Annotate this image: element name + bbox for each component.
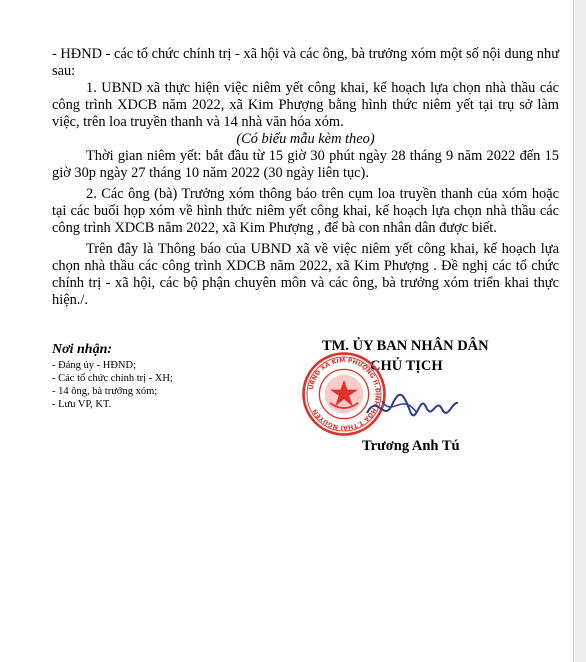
recipient-item: - Các tổ chức chính trị - XH;	[52, 373, 173, 384]
recipients-list	[52, 359, 292, 411]
paragraph-posting-time: Thời gian niêm yết: bắt đầu từ 15 giờ 30 phút ngày 28 tháng 9 năm 2022 đến 15 giờ 30p ngày 27 tháng 10 năm 2022 (30 ngày liên tục).	[52, 148, 559, 181]
recipient-item: - Đảng ủy - HĐND;	[52, 360, 136, 371]
recipients-block	[52, 341, 292, 411]
signer-title: CHỦ TỊCH	[370, 358, 443, 374]
svg-text:UBND XÃ KIM PHƯỢNG H.ĐỊNH HÓA: UBND XÃ KIM PHƯỢNG H.ĐỊNH HÓA T.THÁI NGUYÊN	[307, 357, 381, 431]
signature-block	[300, 338, 570, 468]
recipients-title: Nơi nhận:	[52, 342, 113, 357]
document-body	[52, 46, 559, 309]
paragraph-item-2: 2. Các ông (bà) Trưởng xóm thông báo trên cụm loa truyền thanh của xóm hoặc tại các buổi họp xóm về hình thức niêm yết công khai, kế hoạch lựa chọn nhà thầu các công trình XDCB năm 2022, xã Kim Phượng , để bà con nhân dân được biết.	[52, 186, 559, 236]
viewer-background	[575, 0, 586, 662]
paragraph-item-1: 1. UBND xã thực hiện việc niêm yết công khai, kế hoạch lựa chọn nhà thầu các công trình XDCB năm 2022, xã Kim Phượng bằng hình thức niêm yết tại trụ sở làm việc, trên loa truyền thanh và 14 nhà văn hóa xóm.	[52, 80, 559, 130]
handwritten-signature-icon	[362, 383, 462, 428]
signer-org: TM. ỦY BAN NHÂN DÂN	[322, 338, 489, 354]
attachment-note: (Có biểu mẫu kèm theo)	[236, 131, 375, 147]
paragraph-closing: Trên đây là Thông báo của UBND xã về việc niêm yết công khai, kế hoạch lựa chọn nhà thầu các công trình XDCB năm 2022, xã Kim Phượng . Đề nghị các tổ chức chính trị - xã hội, các bộ phận chuyên môn và các ông, bà trưởng xóm triển khai thực hiện./.	[52, 241, 559, 308]
signer-name: Trương Anh Tú	[362, 438, 460, 454]
recipient-item: - Lưu VP, KT.	[52, 399, 112, 410]
recipient-item: - 14 ông, bà trưởng xóm;	[52, 386, 158, 397]
paragraph-intro: - HĐND - các tổ chức chính trị - xã hội và các ông, bà trưởng xóm một số nội dung như sau:	[52, 46, 559, 79]
